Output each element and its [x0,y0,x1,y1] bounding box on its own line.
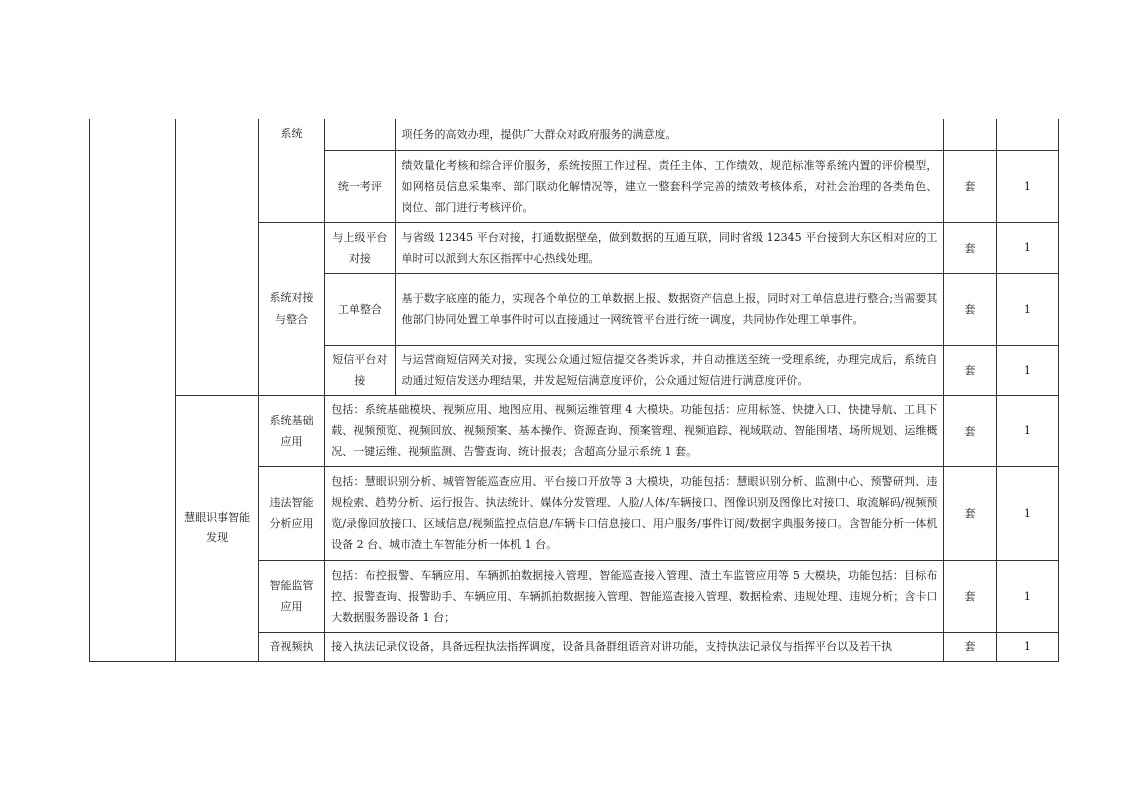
table-cell-item: 统一考评 [325,150,395,222]
table-cell-unit [944,119,996,150]
table-cell-description: 项任务的高效办理，提供广大群众对政府服务的满意度。 [395,119,944,150]
table-cell-item [325,119,395,150]
table-cell-unit: 套 [944,395,996,466]
table-cell-item: 音视频执 [258,632,324,661]
table-row [90,119,1059,150]
table-cell-index [90,119,176,661]
table-cell-description: 包括：慧眼识别分析、城管智能巡查应用、平台接口开放等 3 大模块，功能包括：慧眼识别分析、监测中心、预警研判、违规检索、趋势分析、运行报告、执法统计、媒体分发管理、人脸/人体/车辆接口、图像识别及图像比对接口、取流解码/视频预览/录像回放接口、区域信息/视频监控点信息/车辆卡口信息接口、用户服务/事件订阅/数据字典服务接口。含智能分析一体机设备 2 台、城市渣土车智能分析一体机 1 台。 [325,466,944,560]
table-cell-description: 包括：布控报警、车辆应用、车辆抓拍数据接入管理、智能巡查接入管理、渣土车监管应用等 5 大模块，功能包括：目标布控、报警查询、报警助手、车辆应用、车辆抓拍数据接入管理、智能巡查接入管理、数据检索、违规处理、违规分析；含卡口大数据服务器设备 1 台； [325,560,944,632]
table-cell-unit: 套 [944,466,996,560]
table-cell-unit: 套 [944,150,996,222]
table-cell-unit: 套 [944,560,996,632]
table-cell-item: 智能监管应用 [258,560,324,632]
table-cell-description: 与运营商短信网关对接，实现公众通过短信提交各类诉求，并自动推送至统一受理系统，办理完成后，系统自动通过短信发送办理结果，并发起短信满意度评价，公众通过短信进行满意度评价。 [395,345,944,395]
table-cell-quantity: 1 [996,273,1058,345]
table-cell-quantity: 1 [996,222,1058,273]
table-cell-quantity: 1 [996,632,1058,661]
table-cell-description: 与省级 12345 平台对接，打通数据壁垒，做到数据的互通互联，同时省级 12345 平台接到大东区相对应的工单时可以派到大东区指挥中心热线处理。 [395,222,944,273]
table-cell-description: 接入执法记录仪设备，具备远程执法指挥调度，设备具备群组语音对讲功能，支持执法记录仪与指挥平台以及若干执 [325,632,944,661]
table-cell-item: 短信平台对接 [325,345,395,395]
table-cell-item: 工单整合 [325,273,395,345]
table-cell-quantity [996,119,1058,150]
table-cell-item: 系统基础应用 [258,395,324,466]
table-cell-description: 基于数字底座的能力，实现各个单位的工单数据上报、数据资产信息上报，同时对工单信息进行整合;当需要其他部门协同处置工单事件时可以直接通过一网统管平台进行统一调度，共同协作处理工单事件。 [395,273,944,345]
table-row [90,395,1059,466]
table-cell-description: 包括：系统基础模块、视频应用、地图应用、视频运维管理 4 大模块。功能包括：应用标签、快捷入口、快捷导航、工具下载、视频预览、视频回放、视频预案、基本操作、资源查询、预案管理、视频追踪、视域联动、智能围堵、场所规划、运维概况、一键运维、视频监测、告警查询、统计报表；含超高分显示系统 1 套。 [325,395,944,466]
table-cell-description: 绩效量化考核和综合评价服务，系统按照工作过程、责任主体、工作绩效、规范标准等系统内置的评价模型，如网格员信息采集率、部门联动化解情况等，建立一整套科学完善的绩效考核体系，对社会治理的各类角色、岗位、部门进行考核评价。 [395,150,944,222]
table-cell-unit: 套 [944,632,996,661]
table-cell-quantity: 1 [996,395,1058,466]
table-cell-unit: 套 [944,345,996,395]
table-cell-subsystem: 系统对接与整合 [258,222,324,395]
table-cell-quantity: 1 [996,466,1058,560]
table-cell-quantity: 1 [996,345,1058,395]
table-cell-quantity: 1 [996,150,1058,222]
table-cell-subsystem: 系统 [258,119,324,222]
table-cell-item: 违法智能分析应用 [258,466,324,560]
table-cell-unit: 套 [944,222,996,273]
table-cell-unit: 套 [944,273,996,345]
table-cell-category [176,119,258,395]
specification-table [89,119,1059,662]
table-cell-category: 慧眼识事智能发现 [176,395,258,661]
table-cell-item: 与上级平台对接 [325,222,395,273]
table-cell-quantity: 1 [996,560,1058,632]
